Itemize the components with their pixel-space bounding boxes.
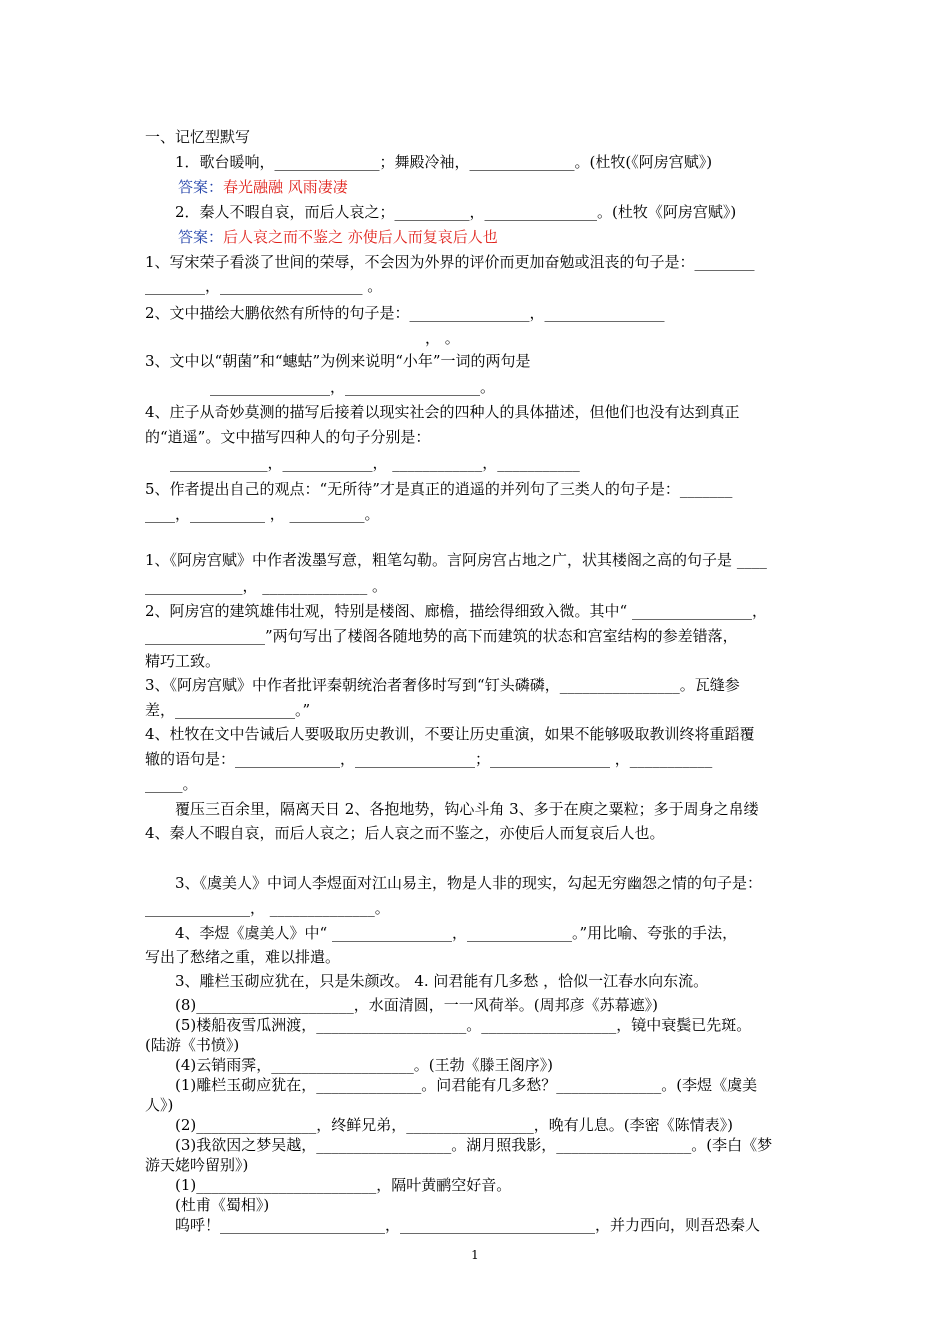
answer-label: 答案： <box>178 178 224 196</box>
question-line: 人》) <box>145 1096 174 1114</box>
question-line: 2．秦人不暇自哀，而后人哀之；__________，_______________。(杜牧《阿房宫赋》) <box>175 203 737 221</box>
question-line: (陆游《书愤》) <box>145 1036 240 1054</box>
question-line: ________，___________________ 。 <box>145 277 383 295</box>
question-line: (1)雕栏玉砌应犹在，______________。问君能有几多愁？______________。(李煜《虞美 <box>175 1076 758 1094</box>
question-line: 2、文中描绘大鹏依然有所恃的句子是：________________，________________ <box>145 304 665 322</box>
question-line: 5、作者提出自己的观点：“无所待”才是真正的逍遥的并列句了三类人的句子是：_______ <box>145 480 733 498</box>
answer-text: 后人哀之而不鉴之 亦使后人而复哀后人也 <box>223 228 498 246</box>
section-title: 一、记忆型默写 <box>145 128 251 146</box>
question-line: (1)________________________，隔叶黄鹂空好音。 <box>175 1176 512 1194</box>
question-line: 差，________________。” <box>145 701 311 719</box>
question-line: 2、阿房宫的建筑雄伟壮观，特别是楼阁、廊檐，描绘得细致入微。其中“ ________________， <box>145 602 767 620</box>
question-line: 3、《阿房宫赋》中作者批评秦朝统治者奢侈时写到“钉头磷磷，________________。瓦缝参 <box>145 676 740 694</box>
answer-text: 春光融融 风雨凄凄 <box>223 178 348 196</box>
question-line: ， 。 <box>425 329 460 347</box>
question-line: 精巧工致。 <box>145 652 221 670</box>
question-line: (8)_____________________，水面清圆，一一风荷举。(周邦彦《苏幕遮》) <box>175 996 658 1014</box>
question-line: _____。 <box>145 775 198 793</box>
question-line: 3、《虞美人》中词人李煜面对江山易主，物是人非的现实，勾起无穷幽怨之情的句子是： <box>175 874 763 892</box>
question-line: (2)________________，终鲜兄弟，_________________，晚有儿息。(李密《陈情表》) <box>175 1116 733 1134</box>
answer-line <box>178 226 858 248</box>
question-line: 3、文中以“朝菌”和“蟪蛄”为例来说明“小年”一词的两句是 <box>145 352 531 370</box>
question-line: 4、杜牧在文中告诫后人要吸取历史教训，不要让历史重演，如果不能够吸取教训终将重蹈覆 <box>145 725 755 743</box>
answer-key-line: 覆压三百余里，隔离天日 2、各抱地势，钩心斗角 3、多于在庾之粟粒；多于周身之帛缕 <box>175 800 759 818</box>
question-line: 游天姥吟留别》) <box>145 1156 249 1174</box>
question-line: _____________， ______________ 。 <box>145 577 388 595</box>
question-line: 的“逍遥”。文中描写四种人的句子分别是： <box>145 428 431 446</box>
answer-key-line: 3、雕栏玉砌应犹在，只是朱颜改。 4. 问君能有几多愁 ，恰似一江春水向东流。 <box>175 972 709 990</box>
question-line: (5)楼船夜雪瓜洲渡，____________________。__________________，镜中衰鬓已先斑。 <box>175 1016 752 1034</box>
page-number: 1 <box>471 1248 479 1262</box>
question-line: 1、写宋荣子看淡了世间的荣辱，不会因为外界的评价而更加奋勉或沮丧的句子是：________ <box>145 253 755 271</box>
question-line: (4)云销雨霁，___________________。(王勃《滕王阁序》) <box>175 1056 553 1074</box>
question-line: 辙的语句是：______________，________________；________________ ，___________ <box>145 750 713 768</box>
question-line: ________________，__________________。 <box>210 378 496 396</box>
question-line: 1、《阿房宫赋》中作者泼墨写意，粗笔勾勒。言阿房宫占地之广，状其楼阁之高的句子是 ____ <box>145 551 767 569</box>
question-line: ______________， ______________。 <box>145 899 390 917</box>
question-line: _____________，____________， ____________，___________ <box>170 454 580 472</box>
question-line: (杜甫《蜀相》) <box>175 1196 270 1214</box>
question-line: (3)我欲因之梦吴越，__________________。湖月照我影，__________________。(李白《梦 <box>175 1136 773 1154</box>
question-line: 4、李煜《虞美人》中“ ________________，______________。”用比喻、夸张的手法， <box>175 924 738 942</box>
question-line: 1．歌台暖响，______________；舞殿冷袖，______________。(杜牧(《阿房宫赋》) <box>175 153 713 171</box>
question-line: 呜呼！______________________，__________________________，并力西向，则吾恐秦人 <box>175 1216 761 1234</box>
question-line: 写出了愁绪之重，难以排遣。 <box>145 948 341 966</box>
answer-label: 答案： <box>178 228 224 246</box>
answer-line <box>178 176 858 198</box>
question-line: 4、庄子从奇妙莫测的描写后接着以现实社会的四种人的具体描述，但他们也没有达到真正 <box>145 403 740 421</box>
question-line: ____，__________ ， __________。 <box>145 505 380 523</box>
question-line: ________________”两句写出了楼阁各随地势的高下而建筑的状态和宫室结构的参差错落， <box>145 627 738 645</box>
answer-key-line: 4、秦人不暇自哀，而后人哀之；后人哀之而不鉴之，亦使后人而复哀后人也。 <box>145 824 665 842</box>
